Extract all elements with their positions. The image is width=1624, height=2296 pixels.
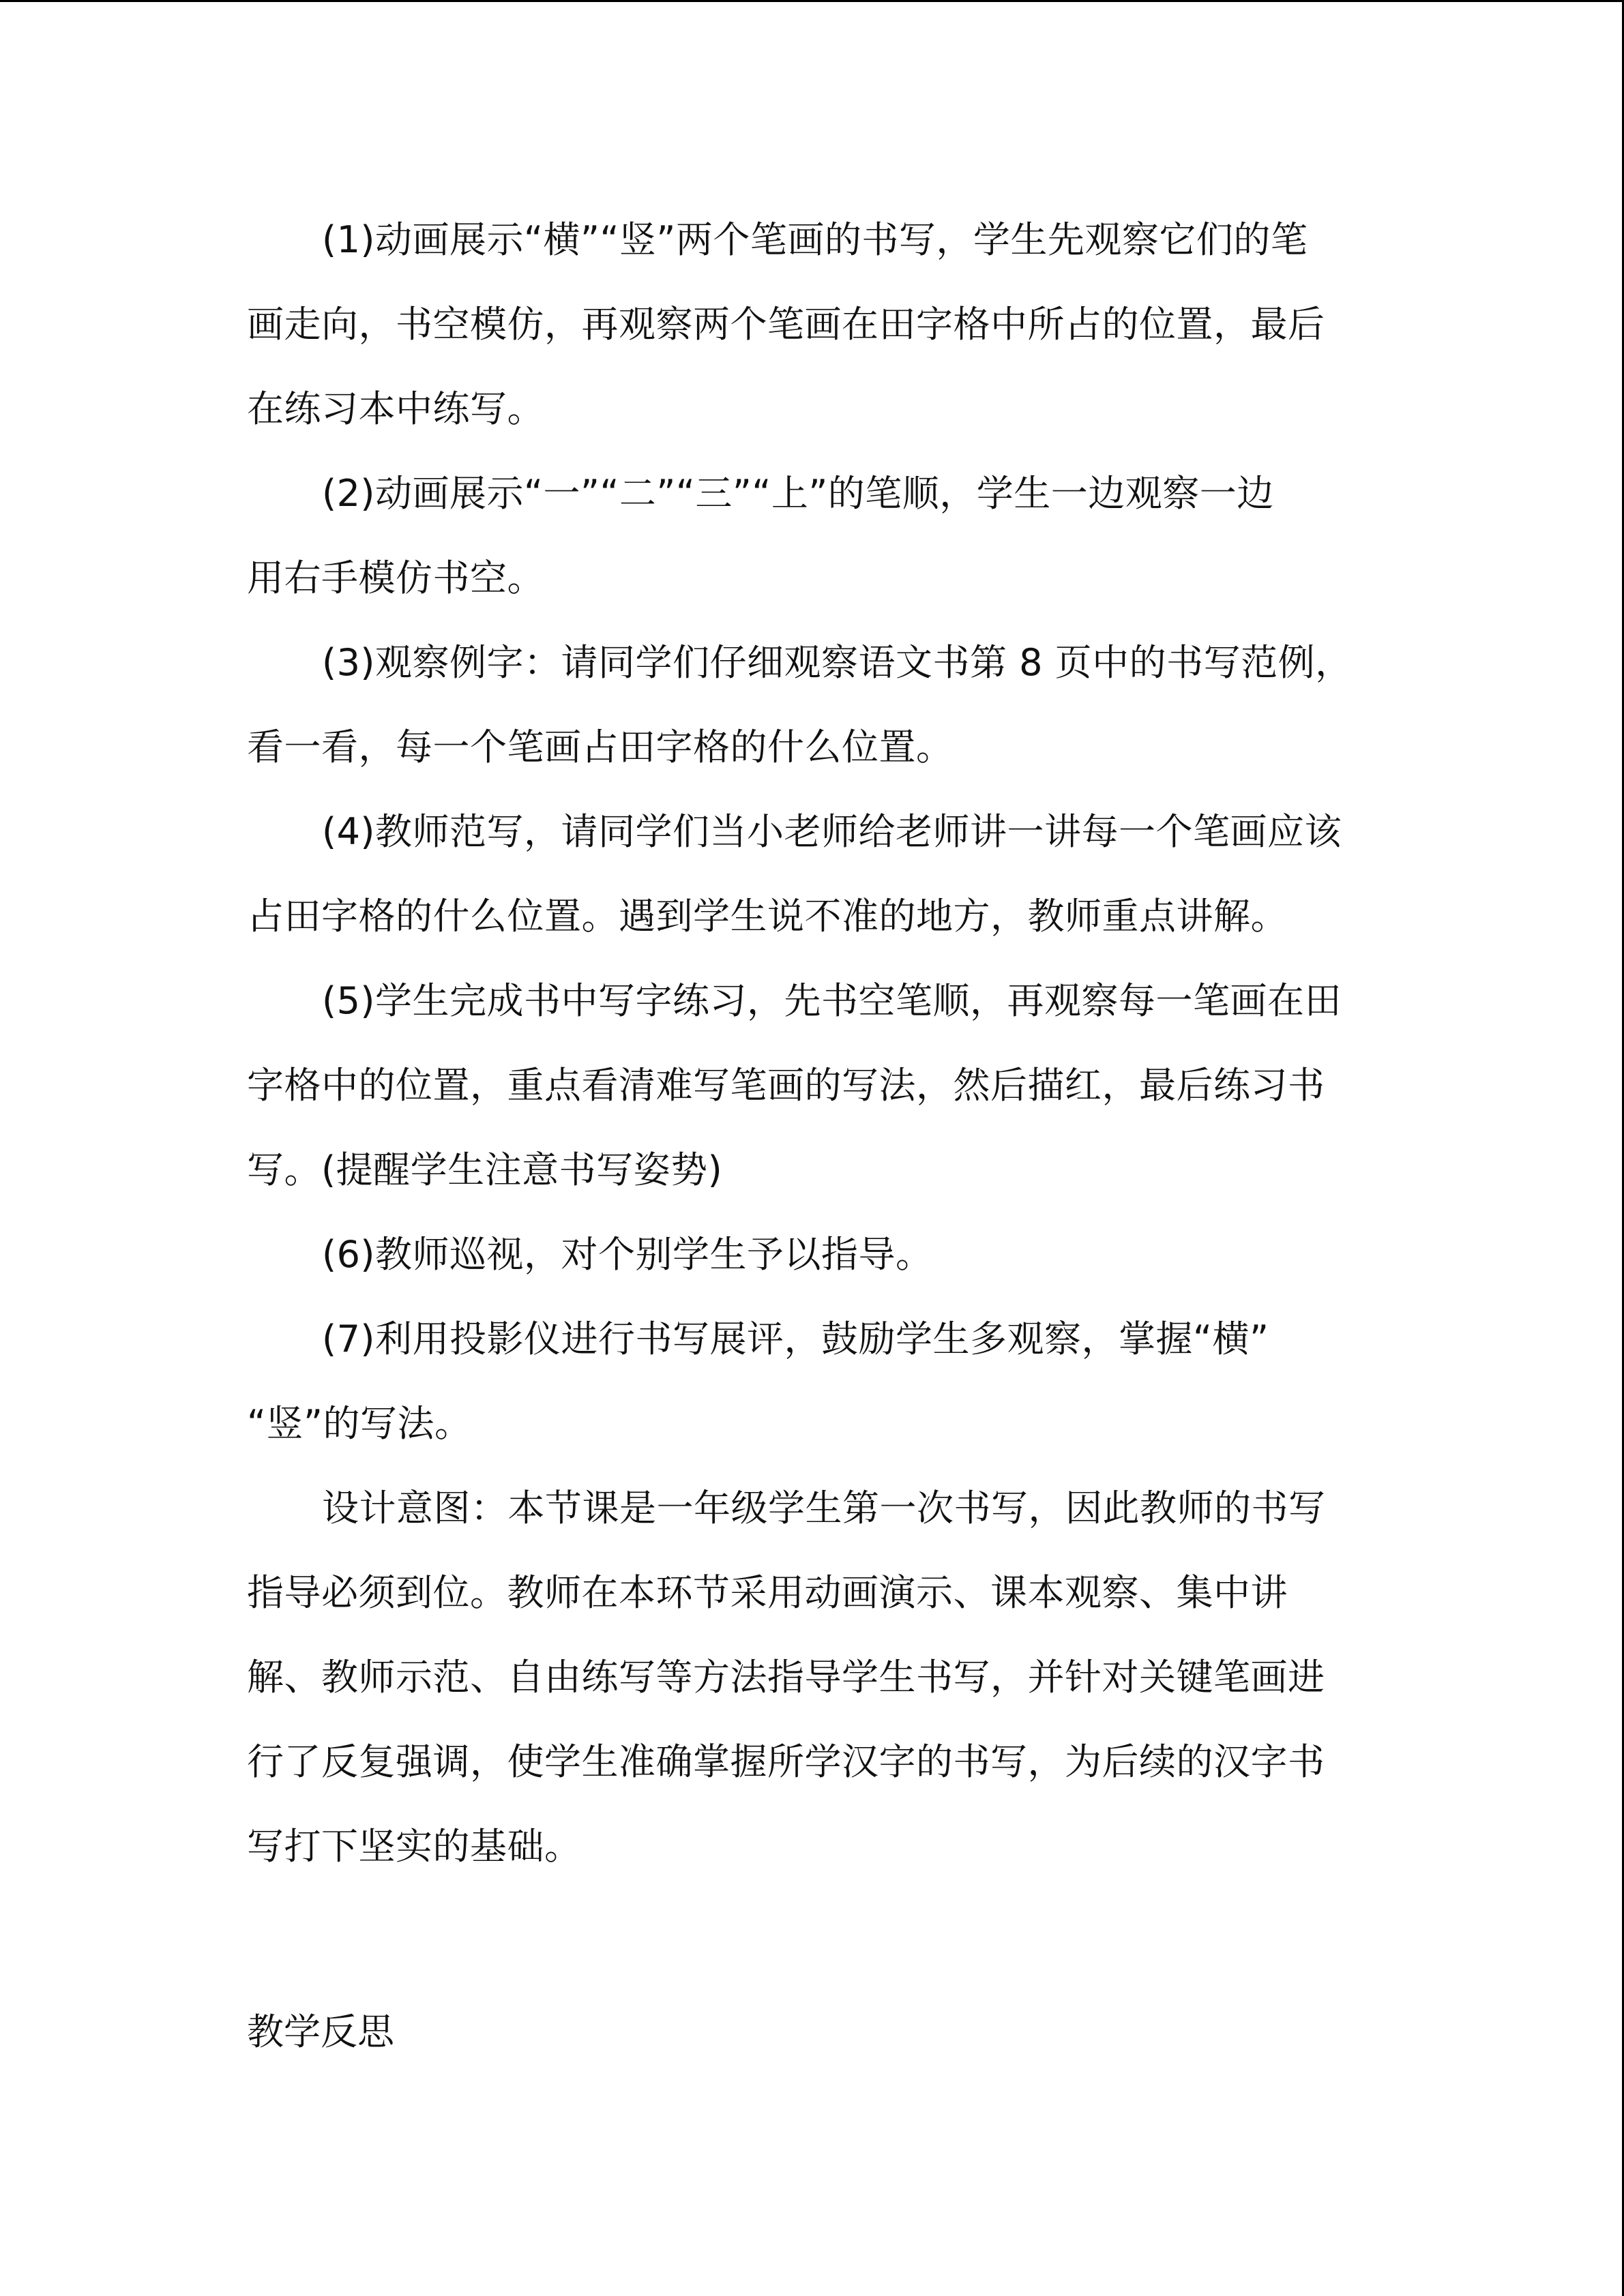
paragraph-line: (6)教师巡视，对个别学生予以指导。 [322,1233,933,1276]
paragraph-line: 指导必须到位。教师在本环节采用动画演示、课本观察、集中讲 [247,1571,1288,1614]
paragraph-line: “竖”的写法。 [247,1402,472,1445]
paragraph-line: 解、教师示范、自由练写等方法指导学生书写，并针对关键笔画进 [247,1656,1325,1699]
document-body [247,198,1379,1889]
paragraph-step-5 [247,959,1379,1212]
paragraph-line: 行了反复强调，使学生准确掌握所学汉字的书写，为后续的汉字书 [247,1740,1325,1783]
paragraph-line: 字格中的位置，重点看清难写笔画的写法，然后描红，最后练习书 [247,1064,1325,1107]
paragraph-line: 画走向，书空模仿，再观察两个笔画在田字格中所占的位置，最后 [247,303,1325,346]
paragraph-step-1 [247,198,1379,451]
paragraph-step-6 [247,1212,1379,1297]
paragraph-line: (4)教师范写，请同学们当小老师给老师讲一讲每一个笔画应该 [322,810,1342,853]
paragraph-line: 写打下坚实的基础。 [247,1825,582,1868]
paragraph-design-intent [247,1466,1379,1889]
paragraph-line: 写。(提醒学生注意书写姿势) [247,1148,723,1191]
paragraph-line: (3)观察例字：请同学们仔细观察语文书第 8 页中的书写范例， [322,641,1353,684]
paragraph-line: 占田字格的什么位置。遇到学生说不准的地方，教师重点讲解。 [247,895,1288,938]
paragraph-line: 看一看，每一个笔画占田字格的什么位置。 [247,726,954,769]
paragraph-step-2 [247,451,1379,621]
paragraph-line: (7)利用投影仪进行书写展评，鼓励学生多观察，掌握“横” [322,1317,1269,1360]
paragraph-line: 在练习本中练写。 [247,387,544,430]
paragraph-line: 设计意图：本节课是一年级学生第一次书写，因此教师的书写 [322,1487,1326,1530]
paragraph-step-7 [247,1297,1379,1466]
page-top-border [0,0,1624,2]
paragraph-line: (5)学生完成书中写字练习，先书空笔顺，再观察每一笔画在田 [322,979,1342,1022]
section-heading: 教学反思 [247,2010,394,2053]
paragraph-step-3 [247,621,1379,790]
paragraph-step-4 [247,790,1379,959]
paragraph-line: (2)动画展示“一”“二”“三”“上”的笔顺，学生一边观察一边 [322,472,1274,515]
paragraph-line: 用右手模仿书空。 [247,556,544,599]
paragraph-line: (1)动画展示“横”“竖”两个笔画的书写，学生先观察它们的笔 [322,218,1308,261]
